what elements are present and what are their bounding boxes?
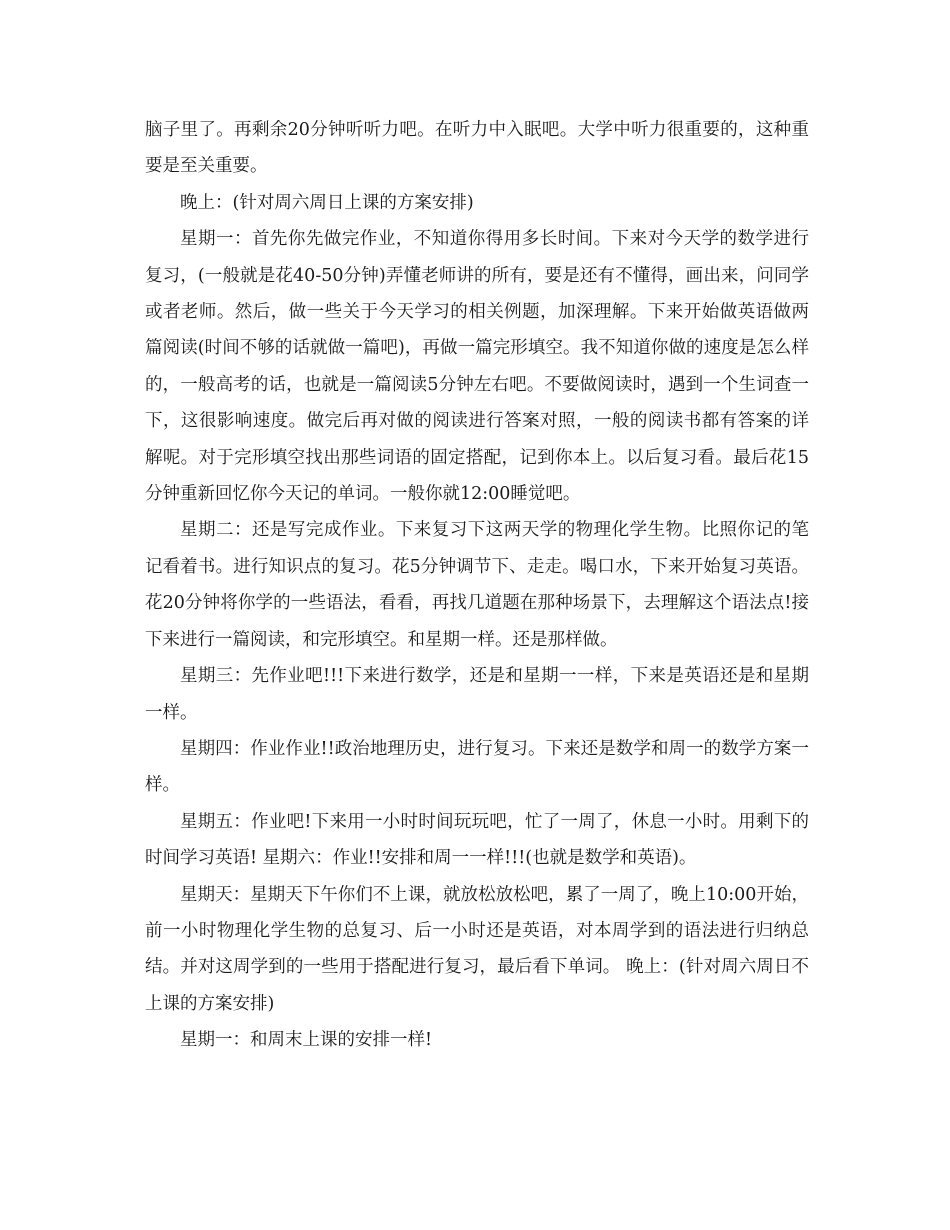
paragraph-sunday: 星期天：星期天下午你们不上课，就放松放松吧，累了一周了，晚上10:00开始，前一小时物理化学生物的总复习、后一小时还是英语，对本周学到的语法进行归纳总结。并对这周学到的一些用于搭配进行复习，最后看下单词。 晚上：(针对周六周日不上课的方案安排) bbox=[145, 884, 809, 1014]
paragraph-friday-saturday: 星期五：作业吧!下来用一小时时间玩玩吧，忙了一周了，休息一小时。用剩下的时间学习英语! 星期六：作业!!安排和周一一样!!!(也就是数学和英语)。 bbox=[145, 811, 809, 869]
paragraph-thursday: 星期四：作业作业!!政治地理历史，进行复习。下来还是数学和周一的数学方案一样。 bbox=[145, 738, 809, 796]
paragraph-tuesday: 星期二：还是写完成作业。下来复习下这两天学的物理化学生物。比照你记的笔记看着书。进行知识点的复习。花5分钟调节下、走走。喝口水，下来开始复习英语。花20分钟将你学的一些语法，看看，再找几道题在那种场景下，去理解这个语法点!接下来进行一篇阅读，和完形填空。和星期一样。还是那样做。 bbox=[145, 520, 809, 650]
paragraph-evening-heading: 晚上：(针对周六周日上课的方案安排) bbox=[180, 192, 474, 213]
paragraph-monday-no-class: 星期一：和周末上课的安排一样! bbox=[180, 1030, 433, 1051]
paragraph-wednesday: 星期三：先作业吧!!!下来进行数学，还是和星期一一样，下来是英语还是和星期一样。 bbox=[145, 666, 809, 723]
paragraph-monday: 星期一：首先你先做完作业，不知道你得用多长时间。下来对今天学的数学进行复习，(一般就是花40-50分钟)弄懂老师讲的所有，要是还有不懂得，画出来，问同学或者老师。然后，做一些关于今天学习的相关例题，加深理解。下来开始做英语做两篇阅读(时间不够的话就做一篇吧)，再做一篇完形填空。我不知道你做的速度是怎么样的，一般高考的话，也就是一篇阅读5分钟左右吧。不要做阅读时，遇到一个生词查一下，这很影响速度。做完后再对做的阅读进行答案对照，一般的阅读书都有答案的详解呢。对于完形填空找出那些词语的固定搭配，记到你本上。以后复习看。最后花15分钟重新回忆你今天记的单词。一般你就12:00睡觉吧。 bbox=[145, 229, 809, 505]
paragraph-continuation: 脑子里了。再剩余20分钟听听力吧。在听力中入眠吧。大学中听力很重要的，这种重要是至关重要。 bbox=[145, 120, 809, 177]
document-body bbox=[145, 112, 809, 1059]
